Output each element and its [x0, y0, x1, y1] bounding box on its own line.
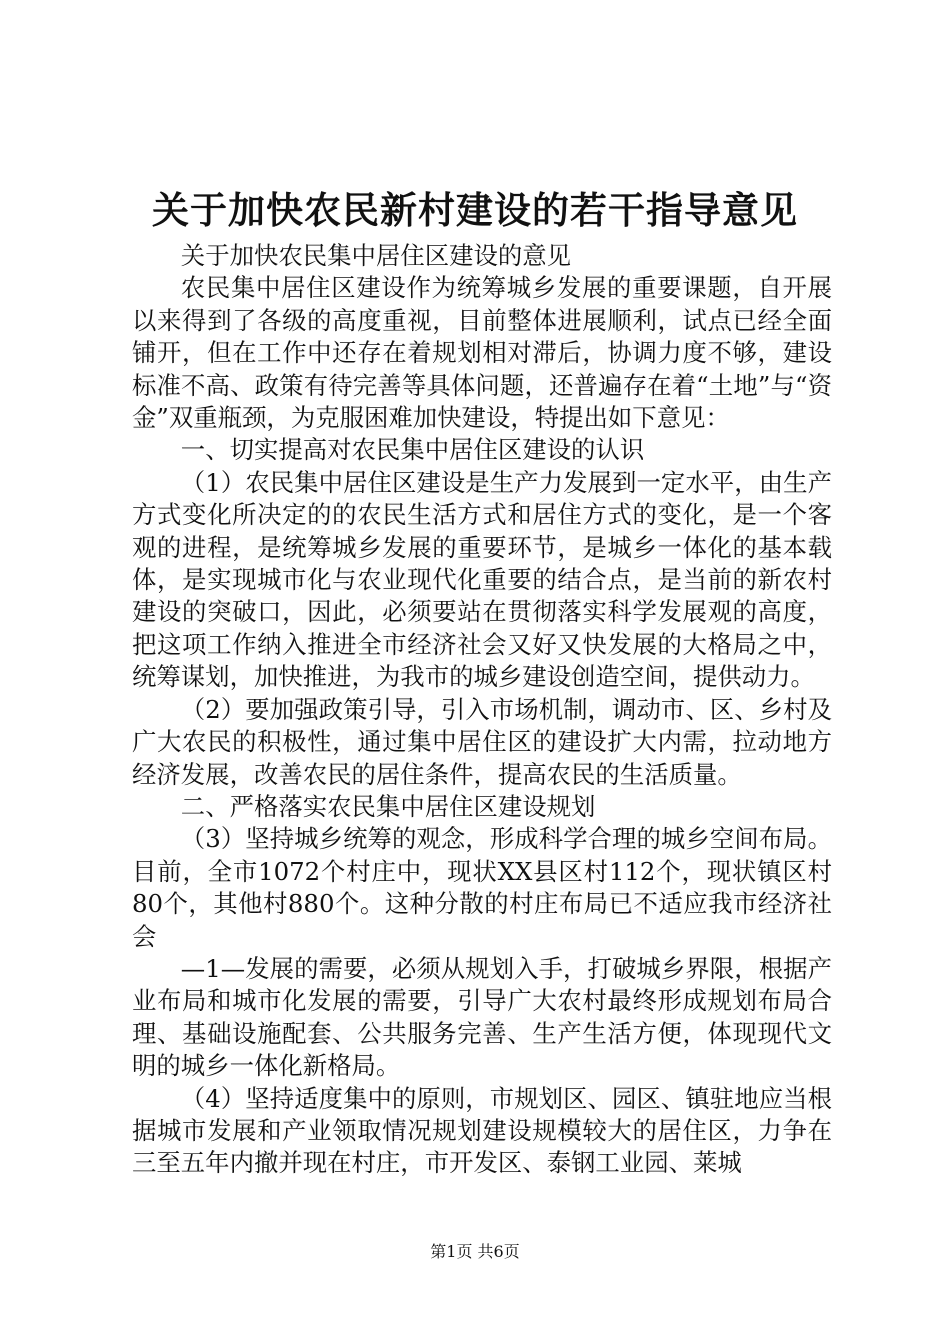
paragraph-item-3: （3）坚持城乡统筹的观念，形成科学合理的城乡空间布局。目前，全市1072个村庄中，现状XX县区村112个，现状镇区村80个，其他村880个。这种分散的村庄布局已不适应我市经济社会: [132, 824, 832, 951]
paragraph-intro: 农民集中居住区建设作为统筹城乡发展的重要课题，自开展以来得到了各级的高度重视，目前整体进展顺利，试点已经全面铺开，但在工作中还存在着规划相对滞后，协调力度不够，建设标准不高、政策有待完善等具体问题，还普遍存在着“土地”与“资金”双重瓶颈，为克服困难加快建设，特提出如下意见：: [132, 273, 832, 433]
section-heading-1: 一、切实提高对农民集中居住区建设的认识: [180, 435, 645, 465]
section-heading-2: 二、严格落实农民集中居住区建设规划: [180, 791, 596, 821]
paragraph-item-1: （1）农民集中居住区建设是生产力发展到一定水平，由生产方式变化所决定的的农民生活方式和居住方式的变化，是一个客观的进程，是统筹城乡发展的重要环节，是城乡一体化的基本载体，是实现城市化与农业现代化重要的结合点，是当前的新农村建设的突破口，因此，必须要站在贯彻落实科学发展观的高度，把这项工作纳入推进全市经济社会又好又快发展的大格局之中，统筹谋划，加快推进，为我市的城乡建设创造空间，提供动力。: [132, 467, 832, 692]
paragraph-subtitle: 关于加快农民集中居住区建设的意见: [180, 241, 572, 270]
document-title: 关于加快农民新村建设的若干指导意见: [152, 188, 798, 232]
page-number: 第1页 共6页: [430, 1242, 520, 1261]
document-body: [132, 240, 832, 1180]
paragraph-item-4: （4）坚持适度集中的原则，市规划区、园区、镇驻地应当根据城市发展和产业领取情况规划建设规模较大的居住区，力争在三至五年内撤并现在村庄，市开发区、泰钢工业园、莱城: [132, 1083, 832, 1178]
paragraph-item-2: （2）要加强政策引导，引入市场机制，调动市、区、乡村及广大农民的积极性，通过集中居住区的建设扩大内需，拉动地方经济发展，改善农民的居住条件，提高农民的生活质量。: [132, 694, 832, 789]
paragraph-item-3-continued: —1—发展的需要，必须从规划入手，打破城乡界限，根据产业布局和城市化发展的需要，引导广大农村最终形成规划布局合理、基础设施配套、公共服务完善、生产生活方便，体现现代文明的城乡一体化新格局。: [132, 953, 832, 1081]
